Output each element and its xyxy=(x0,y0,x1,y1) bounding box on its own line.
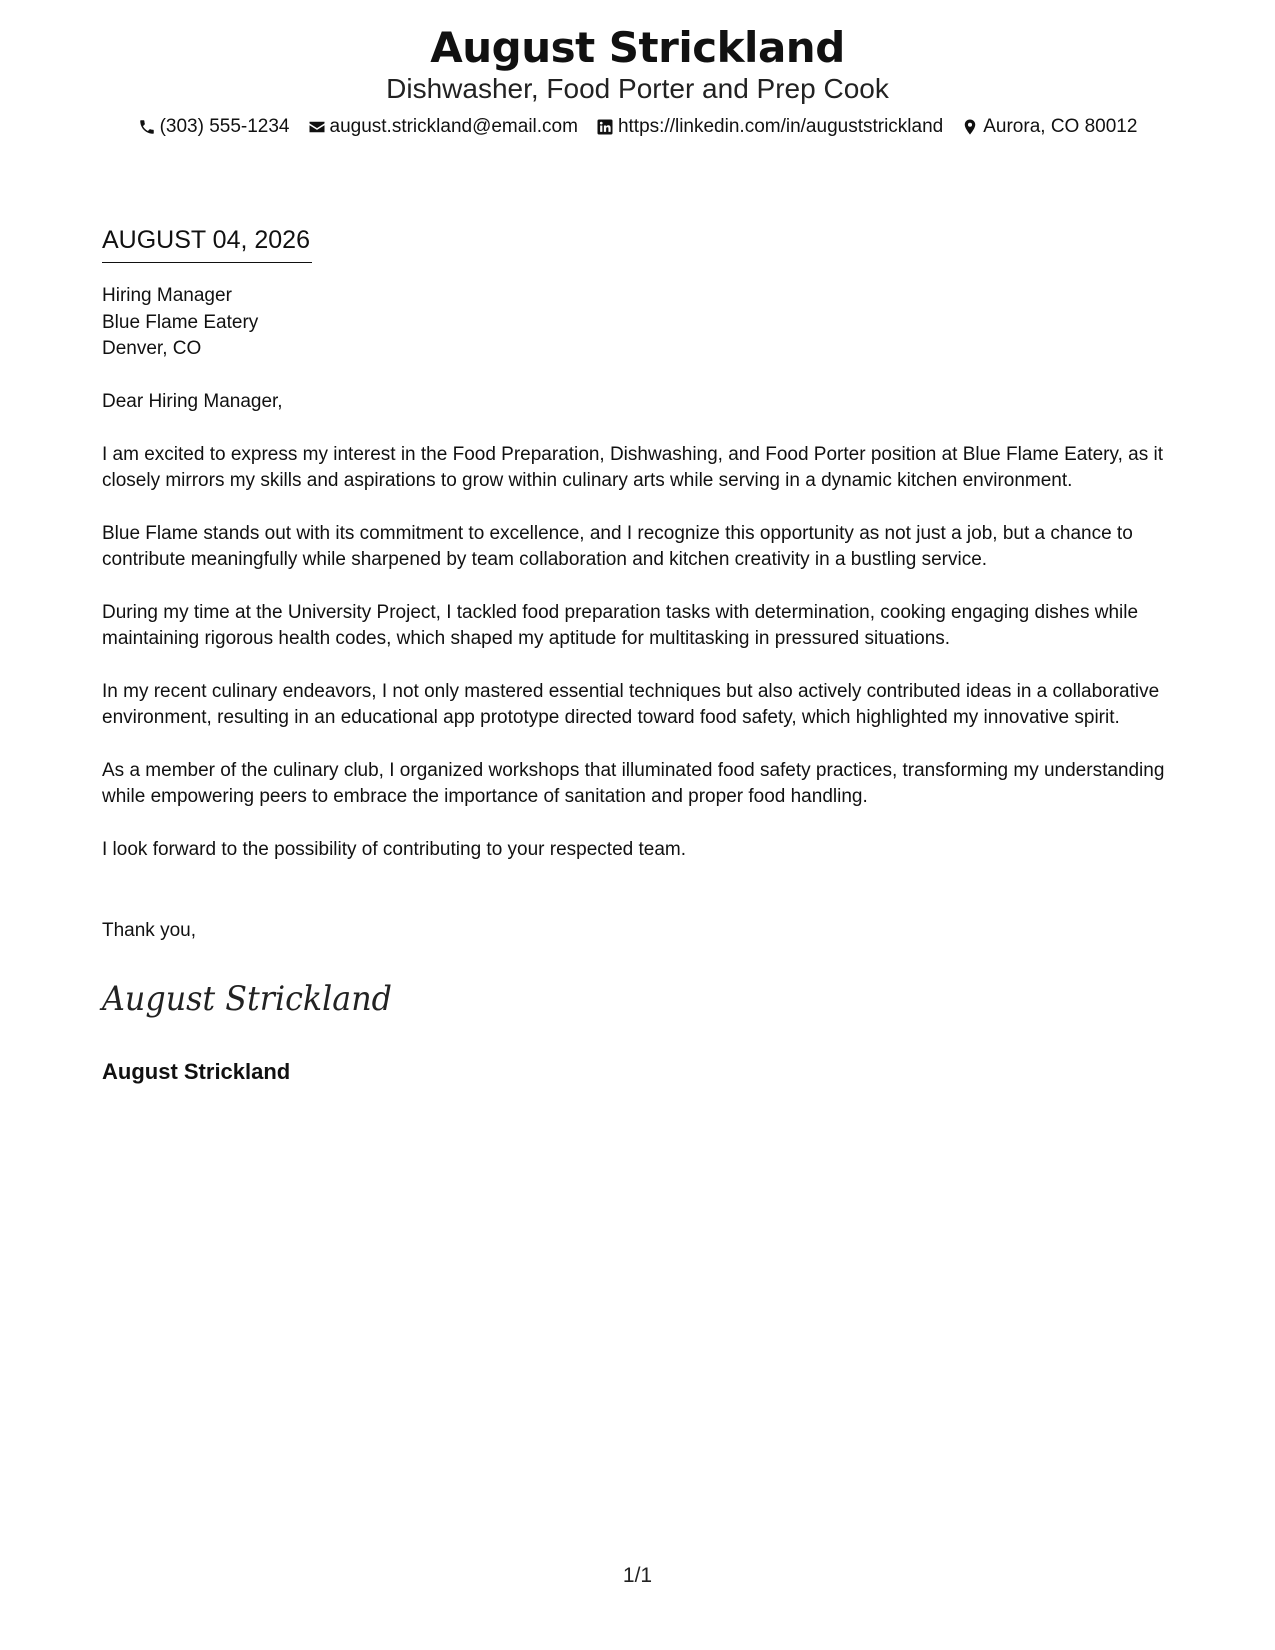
signed-name: August Strickland xyxy=(102,1059,291,1084)
location-text: Aurora, CO 80012 xyxy=(983,116,1138,137)
body-paragraph: During my time at the University Project, I tackled food preparation tasks with determination, cooking engaging dishes while maintaining rigorous health codes, which shaped my aptitude for multitasking in pressured situations. xyxy=(102,601,1139,649)
body-paragraph: In my recent culinary endeavors, I not only mastered essential techniques but also actively contributed ideas in a collaborative environment, resulting in an educational app prototype directed toward food safety, which highlighted my innovative spirit. xyxy=(102,680,1160,728)
contact-linkedin xyxy=(596,114,943,140)
recipient-line: Hiring Manager xyxy=(102,285,232,306)
page-number: 1/1 xyxy=(622,1564,653,1587)
handwritten-signature xyxy=(99,972,392,1022)
envelope-icon xyxy=(308,118,326,136)
phone-icon xyxy=(138,118,156,136)
signature-image-text: August Strickland xyxy=(99,979,392,1019)
closing: Thank you, xyxy=(102,920,196,941)
letter-body xyxy=(102,389,1182,889)
salutation: Dear Hiring Manager, xyxy=(102,391,283,412)
body-paragraph: Blue Flame stands out with its commitment to excellence, and I recognize this opportunity as not just a job, but a chance to contribute meaningfully while sharpened by team collaboration and kitchen creativity in a bustling service. xyxy=(102,522,1133,570)
applicant-job-title: Dishwasher, Food Porter and Prep Cook xyxy=(386,73,889,104)
contact-info xyxy=(0,114,1275,140)
body-paragraph: I look forward to the possibility of contributing to your respected team. xyxy=(102,838,687,860)
email-address: august.strickland@email.com xyxy=(329,116,578,137)
recipient-block xyxy=(102,283,258,363)
recipient-line: Denver, CO xyxy=(102,338,202,359)
applicant-name: August Strickland xyxy=(430,23,845,72)
contact-email xyxy=(308,114,578,140)
letter-header xyxy=(0,22,1275,140)
body-paragraph: As a member of the culinary club, I organized workshops that illuminated food safety practices, transforming my understanding while empowering peers to embrace the importance of sanitation and proper food handling. xyxy=(102,759,1165,807)
contact-phone xyxy=(138,114,290,140)
letter-date: AUGUST 04, 2026 xyxy=(102,224,312,263)
linkedin-url: https://linkedin.com/in/auguststrickland xyxy=(617,116,944,137)
contact-location xyxy=(961,114,1137,140)
letter-date-block xyxy=(102,224,312,263)
map-marker-icon xyxy=(961,118,979,136)
linkedin-icon xyxy=(596,118,614,136)
body-paragraph: I am excited to express my interest in the Food Preparation, Dishwashing, and Food Porter position at Blue Flame Eatery, as it closely mirrors my skills and aspirations to grow within culinary arts while serving in a dynamic kitchen environment. xyxy=(102,443,1163,491)
phone-number: (303) 555-1234 xyxy=(159,116,290,137)
recipient-line: Blue Flame Eatery xyxy=(102,311,259,333)
